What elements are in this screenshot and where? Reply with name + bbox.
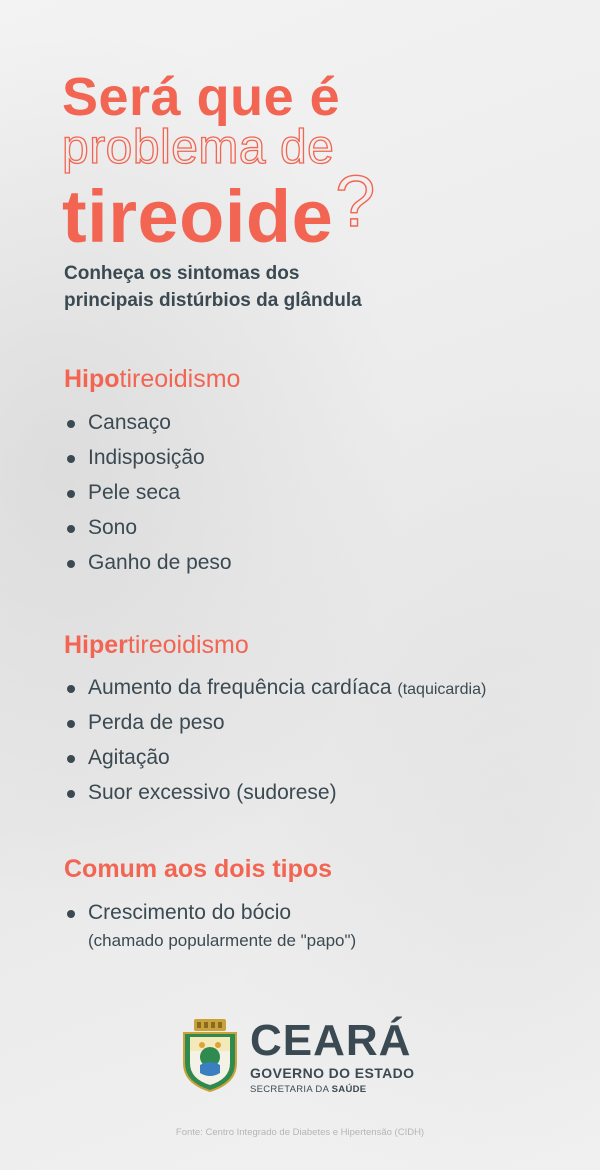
list-item-note: (chamado popularmente de "papo") <box>88 931 357 950</box>
list-item-note: (taquicardia) <box>397 681 487 698</box>
hipo-heading-bold: Hipo <box>64 365 120 393</box>
list-item <box>66 898 356 952</box>
list-item-text: Aumento da frequência cardíaca <box>88 676 392 699</box>
headline-line2: problema de <box>62 121 335 174</box>
list-item: Pele seca <box>66 478 232 513</box>
list-item: Indisposição <box>66 443 232 478</box>
hiper-heading-rest: tireoidismo <box>127 631 249 659</box>
ceara-government-logo <box>180 1015 440 1100</box>
headline <box>62 67 376 258</box>
hipo-heading <box>64 365 240 394</box>
list-item: Sono <box>66 513 232 548</box>
list-item-text: Crescimento do bócio <box>88 901 292 924</box>
hipo-heading-rest: tireoidismo <box>119 365 241 393</box>
brand-secretariat-bold: SAÚDE <box>331 1084 367 1095</box>
hiper-symptom-list <box>66 673 486 813</box>
list-item: Cansaço <box>66 408 232 443</box>
brand-secretariat-prefix: SECRETARIA DA <box>250 1084 332 1095</box>
source-credit: Fonte: Centro Integrado de Diabetes e Hipertensão (CIDH) <box>175 1127 425 1138</box>
list-item: Ganho de peso <box>66 548 232 583</box>
list-item: Suor excessivo (sudorese) <box>66 778 486 813</box>
brand-secretariat <box>250 1084 366 1095</box>
ceara-crest-icon <box>180 1017 240 1093</box>
hiper-heading <box>64 631 249 660</box>
headline-line3-wrap <box>62 162 376 258</box>
headline-question-mark: ? <box>335 162 376 242</box>
common-heading: Comum aos dois tipos <box>64 855 333 883</box>
brand-government: GOVERNO DO ESTADO <box>250 1065 415 1081</box>
subtitle-line2: principais distúrbios da glândula <box>64 290 362 311</box>
brand-name: CEARÁ <box>250 1016 412 1065</box>
list-item <box>66 673 486 708</box>
hipo-symptom-list <box>66 408 232 583</box>
list-item: Perda de peso <box>66 708 486 743</box>
hiper-heading-bold: Hiper <box>64 631 128 659</box>
common-symptom-list <box>66 898 356 952</box>
subtitle-line1: Conheça os sintomas dos <box>64 263 300 284</box>
headline-line3: tireoide <box>62 175 334 258</box>
subtitle <box>64 260 362 314</box>
list-item: Agitação <box>66 743 486 778</box>
headline-line1: Será que é <box>62 67 341 127</box>
